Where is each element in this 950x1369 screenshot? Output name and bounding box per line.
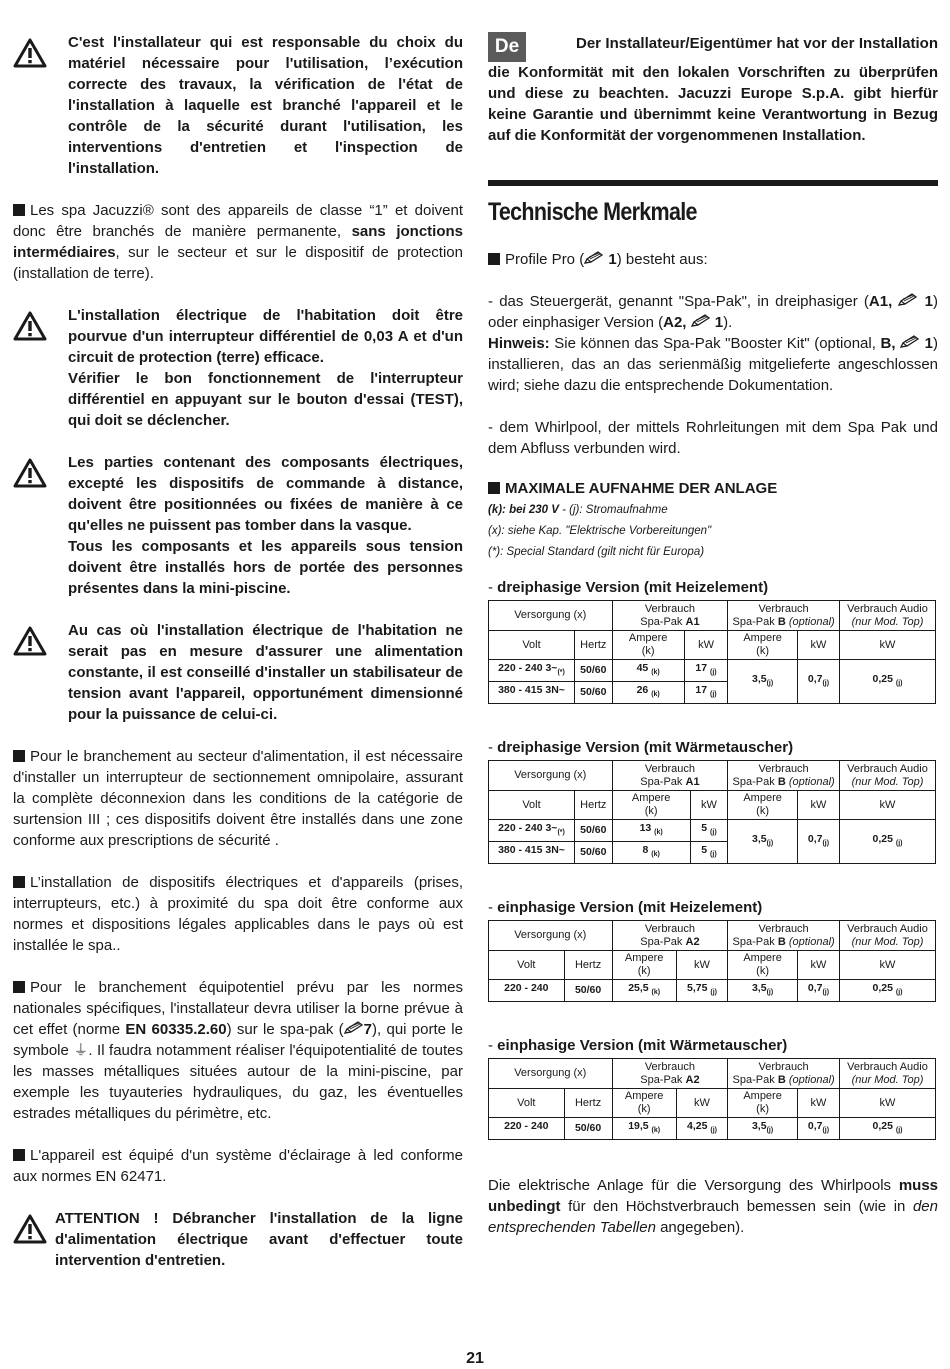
cell-kw: 5,75 $_{(j)}$ xyxy=(676,980,728,1002)
cell-kw: 5 $_{(j)}$ xyxy=(690,842,728,864)
header-hertz: Hertz xyxy=(575,791,613,820)
cell-volt: 380 - 415 3N~ xyxy=(489,682,575,704)
header-volt: Volt xyxy=(489,791,575,820)
consumption-table-block xyxy=(488,899,938,1002)
closing-paragraph: Die elektrische Anlage für die Versorgung des Whirlpools muss unbedingt für den Höchstverbrauch bemessen sein (wie in den entsprechenden Tabellen angegeben). xyxy=(488,1177,938,1236)
cell-audio-kw: 0,25 $_{(j)}$ xyxy=(840,820,936,864)
cell-kw: 5 $_{(j)}$ xyxy=(690,820,728,842)
right-column xyxy=(488,32,938,1259)
pencil-icon xyxy=(344,1021,364,1035)
table-title: - dreiphasige Version (mit Heizelement) xyxy=(488,579,769,596)
cell-b-ampere: $3,5_{(j)}$ xyxy=(728,660,798,704)
header-spapak: Verbrauch Spa-Pak A1 xyxy=(612,601,728,631)
cell-hertz: 50/60 xyxy=(575,842,613,864)
section-divider xyxy=(488,180,938,186)
warning-installer-text: C'est l'installateur qui est responsable du choix du matériel nécessaire pour l'utilisation, l’exécution correcte des travaux, la vérification de l'état de l'installation à laquelle est branché l'appareil et le contrôle de la sécurité durant l'utilisation, les interventions d'entretien et l'inspection de l'installation. xyxy=(68,34,463,177)
warning-triangle-icon xyxy=(13,1214,47,1244)
cell-b-kw: $0,7_{(j)}$ xyxy=(797,1118,839,1140)
consumption-table xyxy=(488,760,936,864)
cell-audio-kw: 0,25 $_{(j)}$ xyxy=(840,980,936,1002)
note-star: (*): Special Standard (gilt nicht für Europa) xyxy=(488,546,705,558)
header-kw: kW xyxy=(797,1089,839,1118)
cell-volt: 220 - 240 xyxy=(489,980,565,1002)
note-k: (k): bei 230 V - (j): Stromaufnahme xyxy=(488,504,668,516)
cell-b-ampere: $3,5_{(j)}$ xyxy=(728,980,798,1002)
cell-b-ampere: $3,5_{(j)}$ xyxy=(728,1118,798,1140)
header-audio: Verbrauch Audio (nur Mod. Top) xyxy=(840,1059,936,1089)
consumption-table xyxy=(488,1058,936,1140)
header-volt: Volt xyxy=(489,631,575,660)
header-spapak-b: Verbrauch Spa-Pak B (optional) xyxy=(728,1059,840,1089)
header-kw: kW xyxy=(840,631,936,660)
cell-ampere: 19,5 $_{(k)}$ xyxy=(612,1118,676,1140)
consumption-table-block xyxy=(488,739,938,864)
cell-ampere: 26 $_{(k)}$ xyxy=(612,682,684,704)
header-ampere: Ampere (k) xyxy=(728,791,798,820)
header-spapak: Verbrauch Spa-Pak A1 xyxy=(612,761,728,791)
cell-ampere: 25,5 $_{(k)}$ xyxy=(612,980,676,1002)
language-badge: De xyxy=(488,32,526,62)
warning-stabilizer: Au cas où l'installation électrique de l'habitation ne serait pas en mesure d'assurer une alimentation constante, il est conseillé d'installer un stabilisateur de tension avant l'appareil, opportunément dimensionné pour la puissance de celui-ci. xyxy=(13,620,463,725)
header-spapak-b: Verbrauch Spa-Pak B (optional) xyxy=(728,761,840,791)
header-versorgung: Versorgung (x) xyxy=(489,921,613,951)
profile-line: Profile Pro ( 1) besteht aus: xyxy=(488,249,938,270)
cell-volt: 220 - 240 $3\sim_{(*)}$ xyxy=(489,660,575,682)
warning-triangle-icon xyxy=(13,38,47,68)
header-versorgung: Versorgung (x) xyxy=(489,1059,613,1089)
warning-installer xyxy=(13,32,463,179)
table-title: - dreiphasige Version (mit Wärmetauscher) xyxy=(488,739,794,756)
pencil-icon xyxy=(584,251,604,265)
header-ampere: Ampere (k) xyxy=(612,1089,676,1118)
header-spapak: Verbrauch Spa-Pak A2 xyxy=(612,1059,728,1089)
header-spapak-b: Verbrauch Spa-Pak B (optional) xyxy=(728,601,840,631)
devices-paragraph: L’installation de dispositifs électriques et d'appareils (prises, interrupteurs, etc.) à proximité du spa doit être conforme aux normes et dispositions légales applicables dans le pays où est installée le spa.. xyxy=(13,874,463,954)
header-kw: kW xyxy=(797,951,839,980)
table-row xyxy=(489,820,936,842)
header-kw: kW xyxy=(797,631,839,660)
pencil-icon xyxy=(900,335,920,349)
header-kw: kW xyxy=(676,951,728,980)
header-ampere: Ampere (k) xyxy=(728,951,798,980)
pencil-icon xyxy=(898,293,918,307)
header-ampere: Ampere (k) xyxy=(612,631,684,660)
header-kw: kW xyxy=(840,791,936,820)
warning-maintenance: ATTENTION ! Débrancher l'installation de la ligne d'alimentation électrique avant d'effectuer toute intervention d'entretien. xyxy=(13,1208,463,1271)
warning-components: Les parties contenant des composants électriques, excepté les dispositifs de commande à distance, doivent être positionnées ou fixées de manière à ce qu'elles ne puissent pas tomber dans la vasque. Tous les composants et les appareils sous tension doivent être installés hors de portée des personnes présentes dans la mini-piscine. xyxy=(13,452,463,599)
class1-paragraph: Les spa Jacuzzi® sont des appareils de classe “1” et doivent donc être branchés de manière permanente, sans jonctions intermédiaires, sur le secteur et sur le dispositif de protection (installation de terre). xyxy=(13,202,463,282)
header-hertz: Hertz xyxy=(564,951,612,980)
cell-b-kw: $0,7_{(j)}$ xyxy=(797,980,839,1002)
table-title: - einphasige Version (mit Heizelement) xyxy=(488,899,763,916)
bullet-square-icon xyxy=(13,204,25,216)
cell-ampere: 45 $_{(k)}$ xyxy=(612,660,684,682)
bullet-square-icon xyxy=(13,876,25,888)
cell-hertz: 50/60 xyxy=(575,660,613,682)
cell-volt: 220 - 240 $3\sim_{(*)}$ xyxy=(489,820,575,842)
cell-kw: 17 $_{(j)}$ xyxy=(684,682,727,704)
warning-triangle-icon xyxy=(13,626,47,656)
header-audio: Verbrauch Audio (nur Mod. Top) xyxy=(840,761,936,791)
section-heading: Technische Merkmale xyxy=(488,198,697,226)
warning-differential: L'installation électrique de l'habitation doit être pourvue d'un interrupteur différentiel de 0,03 A et d'un circuit de protection (terre) efficace. Vérifier le bon fonctionnement de l'interrupteur différentiel en appuyant sur le bouton d'essai (TEST), qui doit se déclencher. xyxy=(13,305,463,431)
cell-audio-kw: 0,25 $_{(j)}$ xyxy=(840,1118,936,1140)
max-consumption-heading: MAXIMALE AUFNAHME DER ANLAGE xyxy=(488,480,938,497)
header-versorgung: Versorgung (x) xyxy=(489,761,613,791)
table-row xyxy=(489,980,936,1002)
disconnect-paragraph: Pour le branchement au secteur d'alimentation, il est nécessaire d'installer un interrupteur de sectionnement omnipolaire, assurant la complète déconnexion dans les conditions de la catégorie de surtension III ; ces dispositifs doivent être installés dans une zone conforme aux prescriptions de sécurité . xyxy=(13,748,463,849)
consumption-table xyxy=(488,600,936,704)
left-column xyxy=(13,32,463,1292)
header-spapak-b: Verbrauch Spa-Pak B (optional) xyxy=(728,921,840,951)
cell-b-kw: $0,7_{(j)}$ xyxy=(797,820,839,864)
whirlpool-line: - dem Whirlpool, der mittels Rohrleitungen mit dem Spa Pak und dem Abfluss verbunden wird. xyxy=(488,419,938,457)
header-ampere: Ampere (k) xyxy=(612,951,676,980)
header-kw: kW xyxy=(684,631,727,660)
header-audio: Verbrauch Audio (nur Mod. Top) xyxy=(840,601,936,631)
header-kw: kW xyxy=(840,951,936,980)
cell-volt: 220 - 240 xyxy=(489,1118,565,1140)
note-x: (x): siehe Kap. "Elektrische Vorbereitungen" xyxy=(488,525,712,537)
table-title: - einphasige Version (mit Wärmetauscher) xyxy=(488,1037,788,1054)
header-kw: kW xyxy=(797,791,839,820)
cell-hertz: 50/60 xyxy=(575,820,613,842)
header-ampere: Ampere (k) xyxy=(612,791,690,820)
header-hertz: Hertz xyxy=(564,1089,612,1118)
header-volt: Volt xyxy=(489,951,565,980)
header-versorgung: Versorgung (x) xyxy=(489,601,613,631)
tables-container xyxy=(488,579,938,1140)
header-ampere: Ampere (k) xyxy=(728,1089,798,1118)
led-paragraph: L'appareil est équipé d'un système d'éclairage à led conforme aux normes EN 62471. xyxy=(13,1147,463,1185)
header-kw: kW xyxy=(676,1089,728,1118)
bullet-square-icon xyxy=(488,253,500,265)
cell-ampere: 8 $_{(k)}$ xyxy=(612,842,690,864)
header-ampere: Ampere (k) xyxy=(728,631,798,660)
warning-triangle-icon xyxy=(13,311,47,341)
cell-hertz: 50/60 xyxy=(564,980,612,1002)
header-kw: kW xyxy=(840,1089,936,1118)
bullet-square-icon xyxy=(488,482,500,494)
warning-triangle-icon xyxy=(13,458,47,488)
cell-hertz: 50/60 xyxy=(575,682,613,704)
bullet-square-icon xyxy=(13,750,25,762)
header-hertz: Hertz xyxy=(575,631,613,660)
german-intro: De Der Installateur/Eigentümer hat vor der Installation die Konformität mit den lokalen Vorschriften zu überprüfen und diese zu beachten. Jacuzzi Europe S.p.A. gibt hierfür keine Garantie und übernimmt keine Verantwortung in Bezug auf die Konformität der vorgenommenen Installation. xyxy=(488,32,938,146)
components-list: - das Steuergerät, genannt "Spa-Pak", in dreiphasiger (A1, 1) oder einphasiger Version (A2, 1). Hinweis: Sie können das Spa-Pak "Booster Kit" (optional, B, 1) installieren, das an das serienmäßig mitgelieferte angeschlossen wird; siehe dazu die entsprechende Dokumentation. xyxy=(488,293,939,394)
page-number: 21 xyxy=(466,1350,484,1367)
bullet-square-icon xyxy=(13,1149,25,1161)
cell-b-ampere: $3,5_{(j)}$ xyxy=(728,820,798,864)
cell-ampere: 13 $_{(k)}$ xyxy=(612,820,690,842)
equipotential-paragraph: Pour le branchement équipotentiel prévu par les normes nationales spécifiques, l'installateur devra utiliser la borne prévue à cet effet (norme EN 60335.2.60) sur le spa-pak ( 7), qui porte le symbole ⏚. Il faudra notamment réaliser l'équipotentialité de toutes les masses métalliques situées autour de la mini-piscine, par exemple les tuyauteries hydrauliques, du gaz, les éventuelles estrades métalliques du périmètre, etc. xyxy=(13,979,463,1122)
cell-kw: 17 $_{(j)}$ xyxy=(684,660,727,682)
cell-hertz: 50/60 xyxy=(564,1118,612,1140)
table-row xyxy=(489,660,936,682)
consumption-table-block xyxy=(488,1037,938,1140)
cell-b-kw: $0,7_{(j)}$ xyxy=(797,660,839,704)
cell-kw: 4,25 $_{(j)}$ xyxy=(676,1118,728,1140)
cell-volt: 380 - 415 3N~ xyxy=(489,842,575,864)
header-volt: Volt xyxy=(489,1089,565,1118)
header-audio: Verbrauch Audio (nur Mod. Top) xyxy=(840,921,936,951)
cell-audio-kw: 0,25 $_{(j)}$ xyxy=(840,660,936,704)
bullet-square-icon xyxy=(13,981,25,993)
consumption-table xyxy=(488,920,936,1002)
header-kw: kW xyxy=(690,791,728,820)
header-spapak: Verbrauch Spa-Pak A2 xyxy=(612,921,728,951)
consumption-table-block xyxy=(488,579,938,704)
pencil-icon xyxy=(691,314,711,328)
table-row xyxy=(489,1118,936,1140)
